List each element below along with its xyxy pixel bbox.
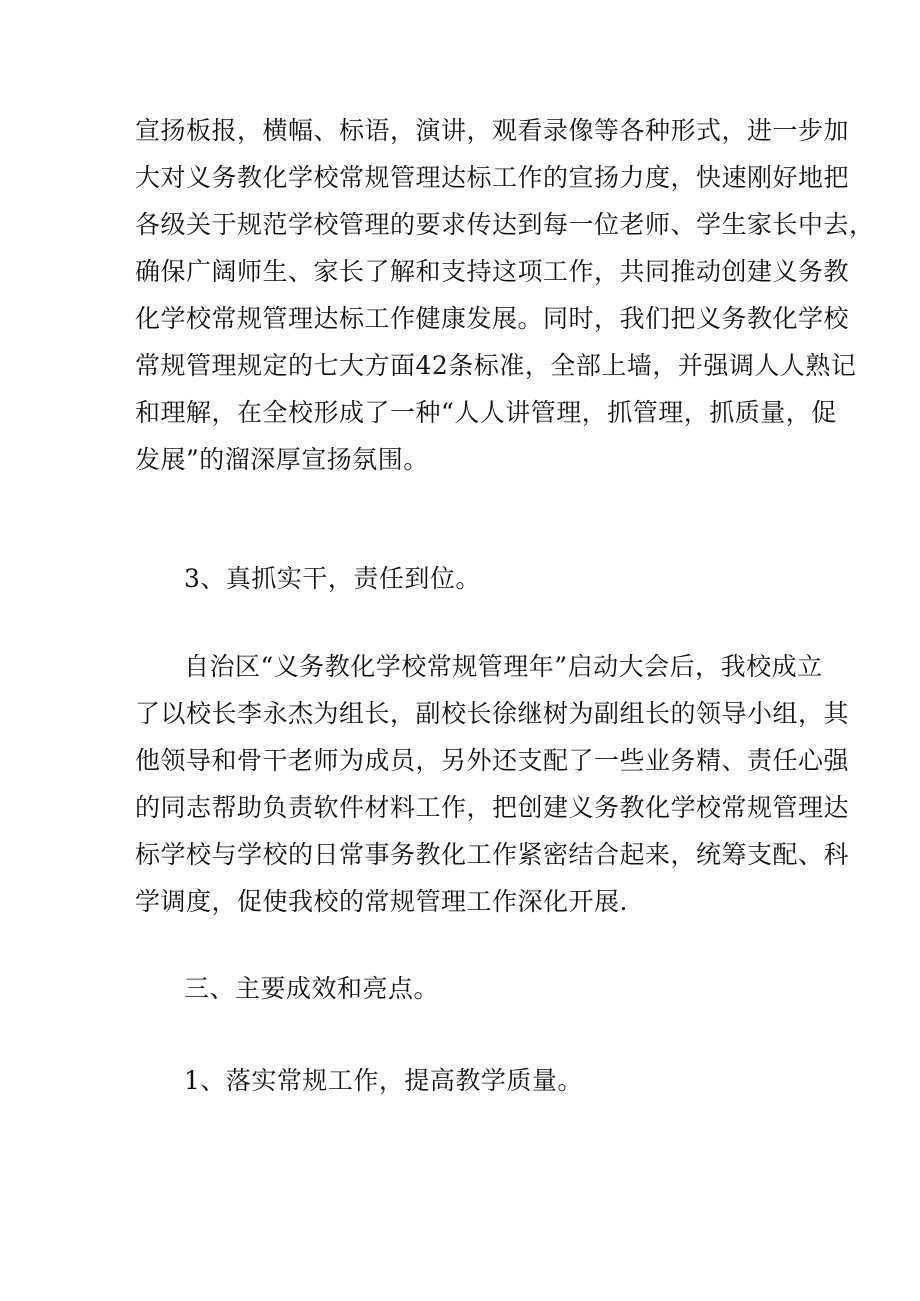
paragraph-1-line: 化学校常规管理达标工作健康发展。同时，我们把义务教化学校 [135, 304, 850, 333]
paragraph-1-line: 常规管理规定的七大方面42条标准，全部上墙，并强调人人熟记 [135, 351, 857, 380]
paragraph-2 [135, 643, 850, 925]
paragraph-1-line: 各级关于规范学校管理的要求传达到每一位老师、学生家长中去， [135, 210, 875, 239]
paragraph-1 [135, 107, 875, 483]
paragraph-2-line: 标学校与学校的日常事务教化工作紧密结合起来，统筹支配、科 [135, 840, 850, 869]
paragraph-1-line: 大对义务教化学校常规管理达标工作的宣扬力度，快速刚好地把 [135, 163, 850, 192]
paragraph-1-line: 和理解，在全校形成了一种“人人讲管理，抓管理，抓质量，促 [135, 398, 837, 427]
paragraph-1-line: 确保广阔师生、家长了解和支持这项工作，共同推动创建义务教 [135, 257, 850, 286]
paragraph-2-line: 的同志帮助负责软件材料工作，把创建义务教化学校常规管理达 [135, 793, 850, 822]
paragraph-2-line: 学调度，促使我校的常规管理工作深化开展. [135, 887, 628, 916]
paragraph-2-line: 自治区“义务教化学校常规管理年”启动大会后，我校成立 [184, 652, 823, 681]
section-heading-three: 三、主要成效和亮点。 [184, 974, 440, 1003]
paragraph-1-line: 发展”的溜深厚宣扬氛围。 [135, 445, 429, 474]
paragraph-2-line: 他领导和骨干老师为成员，另外还支配了一些业务精、责任心强 [135, 746, 850, 775]
paragraph-1-line: 宣扬板报，横幅、标语，演讲，观看录像等各种形式，进一步加 [135, 116, 850, 145]
section-heading-3: 3、真抓实干，责任到位。 [184, 564, 481, 593]
paragraph-2-line: 了以校长李永杰为组长，副校长徐继树为副组长的领导小组，其 [135, 699, 850, 728]
section-heading-1: 1、落实常规工作，提高教学质量。 [184, 1066, 583, 1095]
